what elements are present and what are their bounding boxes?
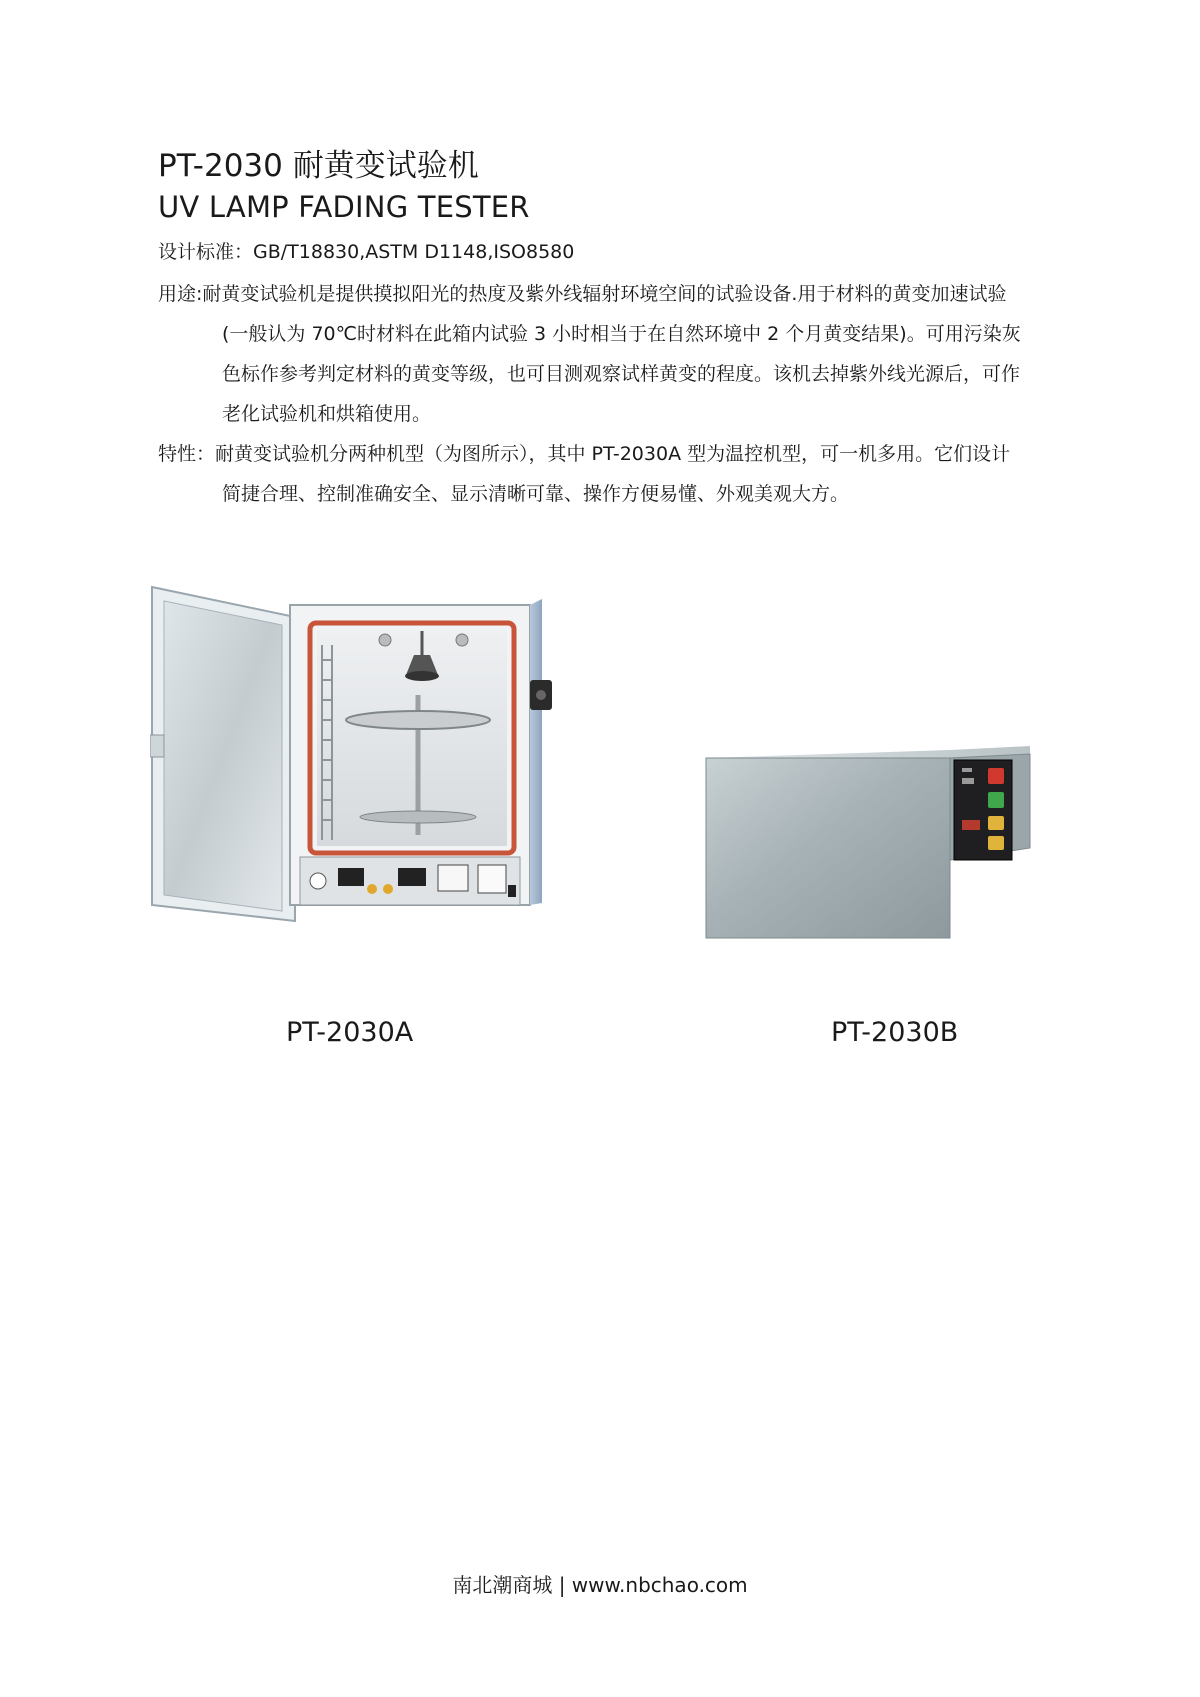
usage-line-2: (一般认为 70℃时材料在此箱内试验 3 小时相当于在自然环境中 2 个月黄变结果)。可用污染灰 bbox=[222, 323, 1021, 345]
design-standards: 设计标准：GB/T18830,ASTM D1148,ISO8580 bbox=[158, 241, 575, 263]
page-footer: 南北潮商城 | www.nbchao.com bbox=[452, 1573, 748, 1597]
pt-2030a-photo bbox=[150, 585, 600, 985]
usage-line-3: 色标作参考判定材料的黄变等级，也可目测观察试样黄变的程度。该机去掉紫外线光源后，可作 bbox=[222, 363, 1021, 385]
features-paragraph bbox=[158, 434, 1108, 514]
model-label-a: PT-2030A bbox=[286, 1017, 414, 1048]
usage-paragraph bbox=[158, 274, 1108, 434]
pt-2030b-photo bbox=[700, 740, 1060, 960]
model-label-b: PT-2030B bbox=[831, 1017, 959, 1048]
page-title-cn: PT-2030 耐黄变试验机 bbox=[158, 148, 479, 184]
features-line-2: 简捷合理、控制准确安全、显示清晰可靠、操作方便易懂、外观美观大方。 bbox=[222, 483, 850, 505]
page-title-en: UV LAMP FADING TESTER bbox=[158, 190, 530, 224]
usage-line-4: 老化试验机和烘箱使用。 bbox=[222, 403, 432, 425]
usage-line-1: 用途:耐黄变试验机是提供摸拟阳光的热度及紫外线辐射环境空间的试验设备.用于材料的黄变加速试验 bbox=[158, 283, 1007, 305]
features-line-1: 特性：耐黄变试验机分两种机型（为图所示），其中 PT-2030A 型为温控机型，可一机多用。它们设计 bbox=[158, 443, 1011, 465]
